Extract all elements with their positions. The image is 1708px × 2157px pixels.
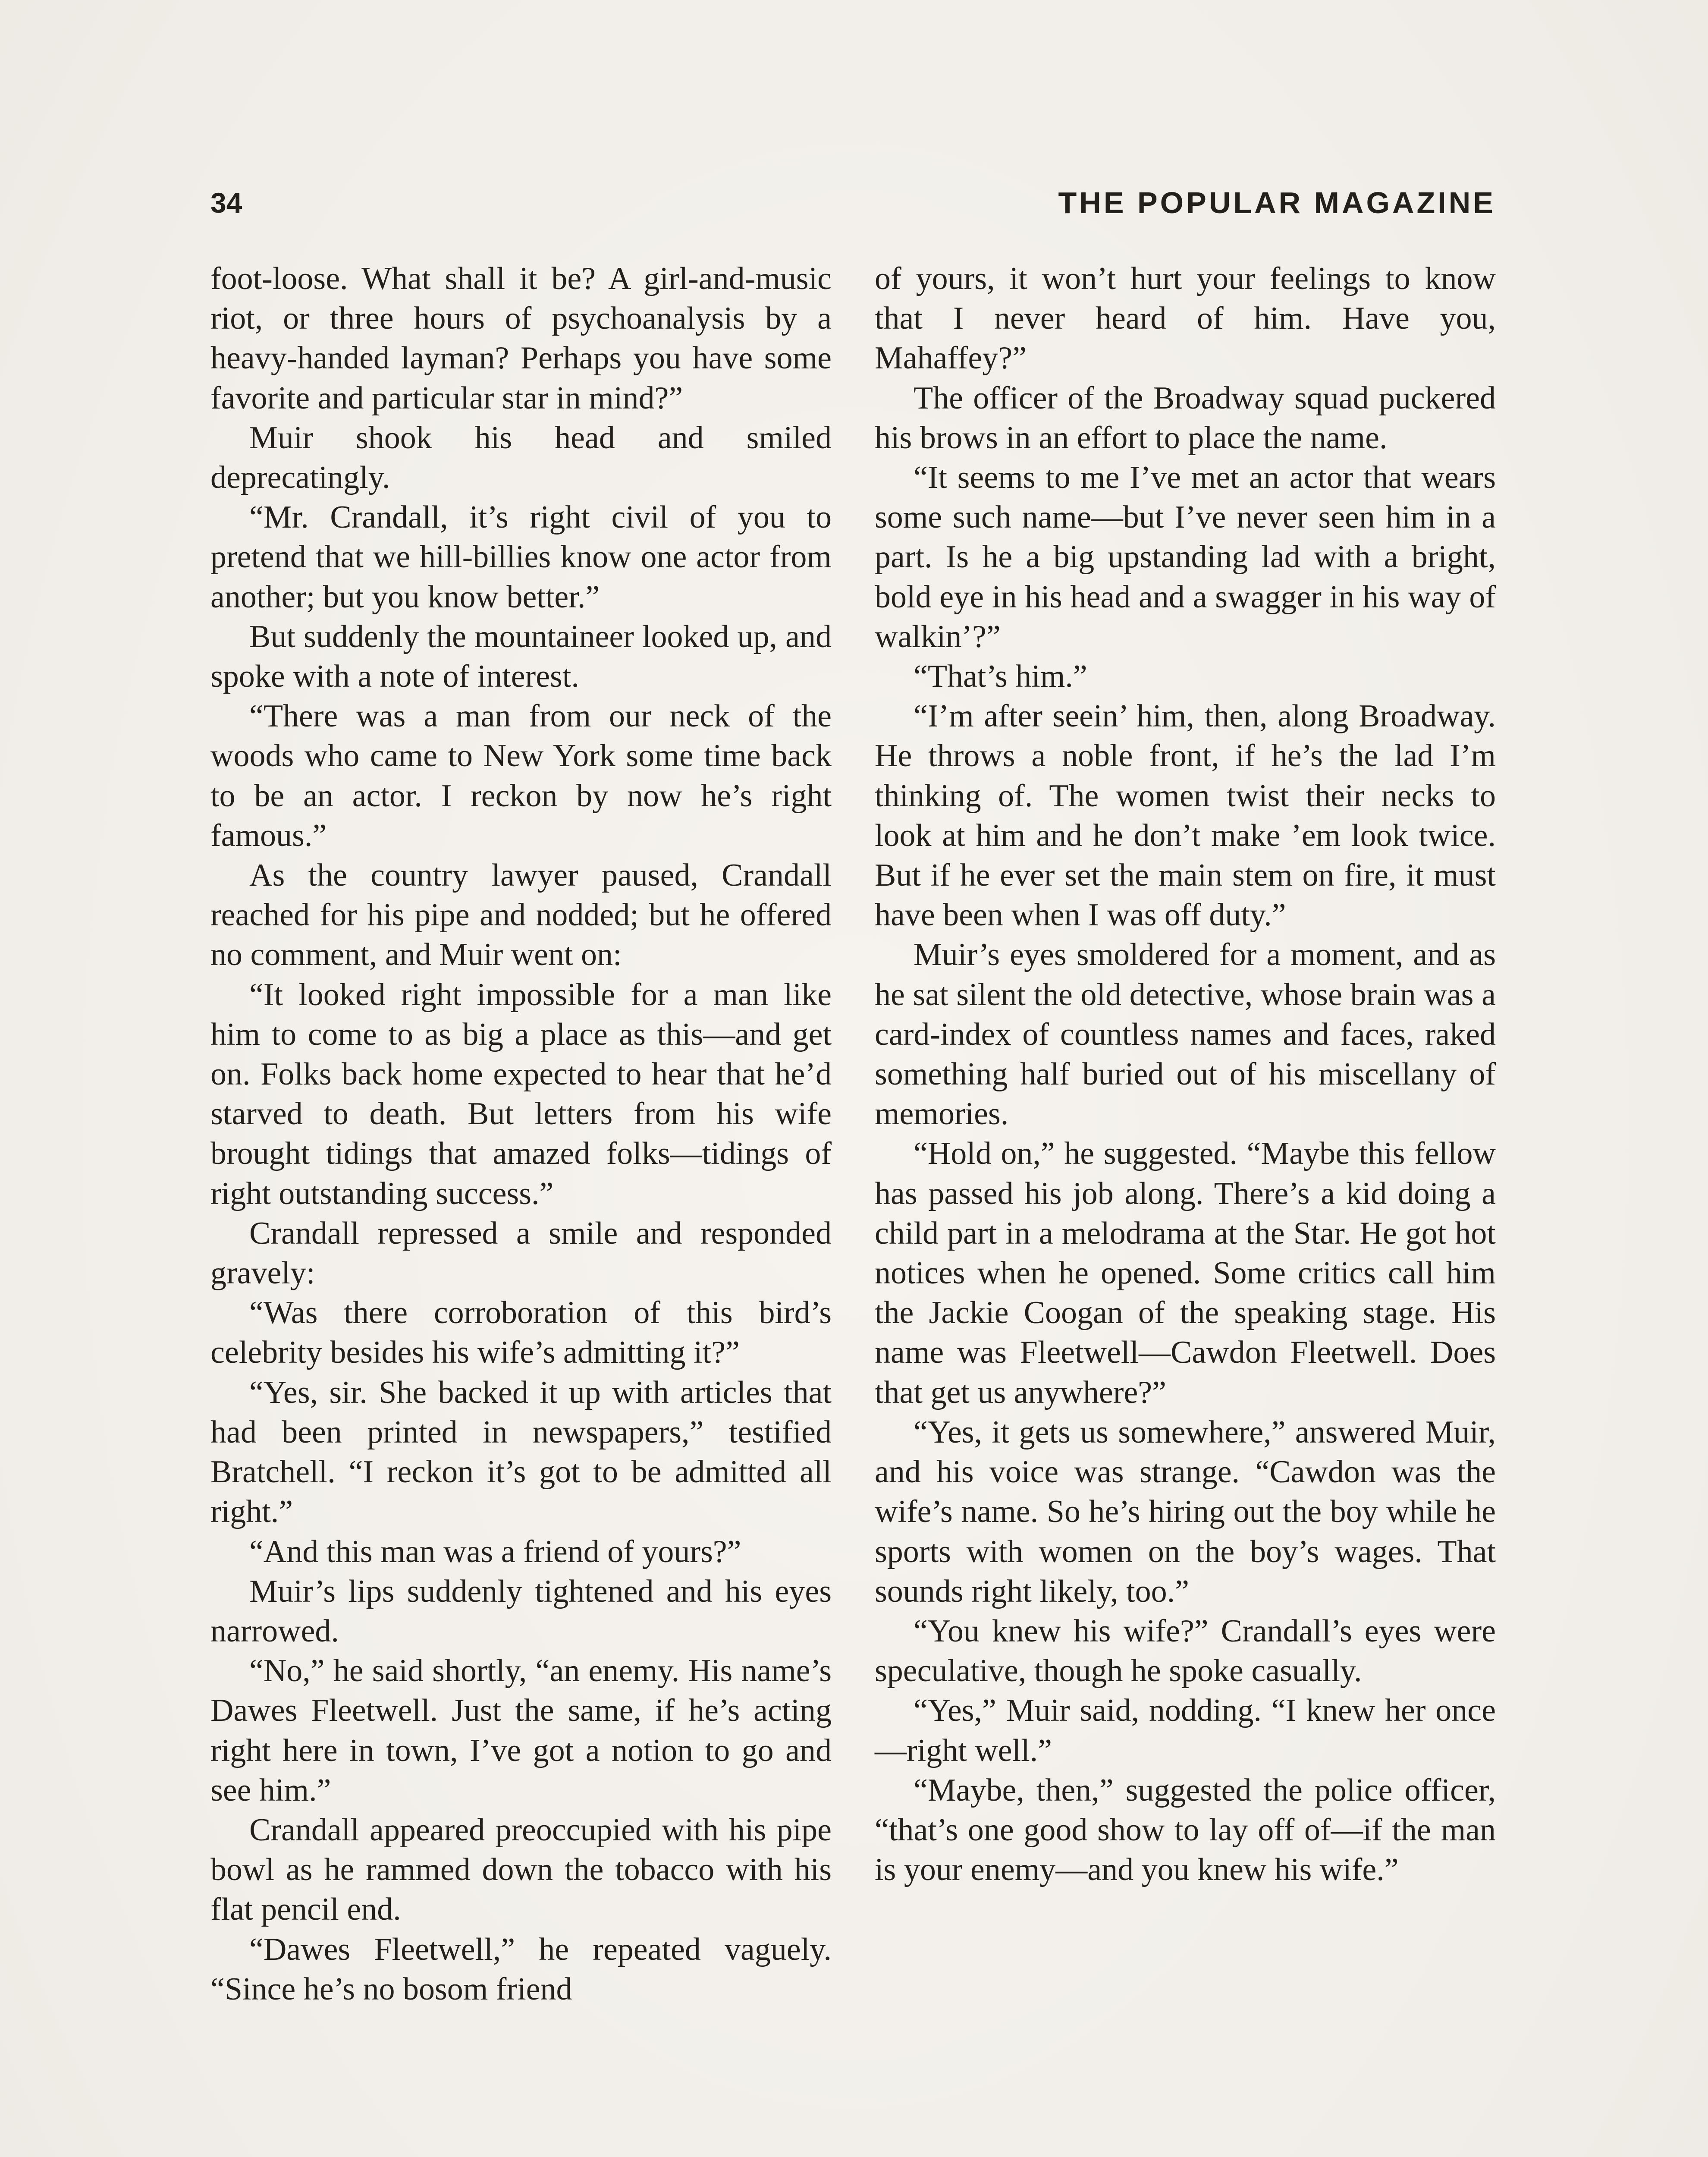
running-head: THE POPULAR MAGAZINE <box>1058 186 1496 220</box>
paragraph: But suddenly the mountaineer looked up, and spoke with a note of interest. <box>210 619 832 695</box>
paragraph: “Maybe, then,” suggested the police officer, “that’s one good show to lay off of—if the man is your enemy—and you knew his wife.” <box>875 1772 1496 1888</box>
paragraph: “And this man was a friend of yours?” <box>249 1534 741 1569</box>
paragraph: The officer of the Broadway squad puckered his brows in an effort to place the name. <box>875 380 1496 456</box>
paragraph: “Mr. Crandall, it’s right civil of you to pretend that we hill-billies know one actor from another; but you know better.” <box>210 500 832 615</box>
right-column <box>875 259 1496 1890</box>
paragraph: As the country lawyer paused, Crandall reached for his pipe and nodded; but he offered no comment, and Muir went on: <box>210 858 832 973</box>
paragraph: “I’m after seein’ him, then, along Broadway. He throws a noble front, if he’s the lad I’m thinking of. The women twist their necks to look at him and he don’t make ’em look twice. But if he ever set the main stem on fire, it must have been when I was off duty.” <box>875 698 1496 933</box>
paragraph: “No,” he said shortly, “an enemy. His name’s Dawes Fleetwell. Just the same, if he’s acting right here in town, I’ve got a notion to go and see him.” <box>210 1653 832 1808</box>
paragraph: “Dawes Fleetwell,” he repeated vaguely. “Since he’s no bosom friend <box>210 1931 832 2007</box>
paragraph: “It looked right impossible for a man like him to come to as big a place as this—and get on. Folks back home expected to hear that he’d starved to death. But letters from his wife brought tidings that amazed folks—tidings of right outstanding success.” <box>210 977 832 1211</box>
paragraph: “Yes, it gets us somewhere,” answered Muir, and his voice was strange. “Cawdon was the wife’s name. So he’s hiring out the boy while he sports with women on the boy’s wages. That sounds right likely, too.” <box>875 1414 1496 1609</box>
paragraph: “That’s him.” <box>914 659 1087 695</box>
page-number: 34 <box>210 187 242 219</box>
paragraph: foot-loose. What shall it be? A girl-and-music riot, or three hours of psychoanalysis by a heavy-handed layman? Perhaps you have some favorite and particular star in mind?” <box>210 261 832 416</box>
paragraph: “Hold on,” he suggested. “Maybe this fellow has passed his job along. There’s a kid doing a child part in a melodrama at the Star. He got hot notices when he opened. Some critics call him the Jackie Coogan of the speaking stage. His name was Fleetwell—Cawdon Fleetwell. Does that get us anywhere?” <box>875 1136 1496 1410</box>
page-header <box>210 181 1496 229</box>
paragraph: “Yes,” Muir said, nodding. “I knew her once—right well.” <box>875 1693 1496 1768</box>
paragraph: Crandall repressed a smile and responded gravely: <box>210 1215 832 1291</box>
paragraph: Muir’s lips suddenly tightened and his eyes narrowed. <box>210 1573 832 1649</box>
paragraph: Muir’s eyes smoldered for a moment, and as he sat silent the old detective, whose brain was a card-index of countless names and faces, raked something half buried out of his miscellany of memories. <box>875 937 1496 1132</box>
paragraph: Crandall appeared preoccupied with his pipe bowl as he rammed down the tobacco with his flat pencil end. <box>210 1812 832 1927</box>
paragraph: “Was there corroboration of this bird’s celebrity besides his wife’s admitting it?” <box>210 1295 832 1371</box>
paragraph: “It seems to me I’ve met an actor that wears some such name—but I’ve never seen him in a part. Is he a big upstanding lad with a bright, bold eye in his head and a swagger in his way of walkin’?” <box>875 460 1496 654</box>
paragraph: “Yes, sir. She backed it up with articles that had been printed in newspapers,” testified Bratchell. “I reckon it’s got to be admitted all right.” <box>210 1374 832 1530</box>
paragraph: “You knew his wife?” Crandall’s eyes were speculative, though he spoke casually. <box>875 1613 1496 1689</box>
paragraph: of yours, it won’t hurt your feelings to know that I never heard of him. Have you, Mahaffey?” <box>875 261 1496 376</box>
paragraph: “There was a man from our neck of the woods who came to New York some time back to be an actor. I reckon by now he’s right famous.” <box>210 698 832 853</box>
paragraph: Muir shook his head and smiled deprecatingly. <box>210 420 832 496</box>
left-column <box>210 259 832 2009</box>
